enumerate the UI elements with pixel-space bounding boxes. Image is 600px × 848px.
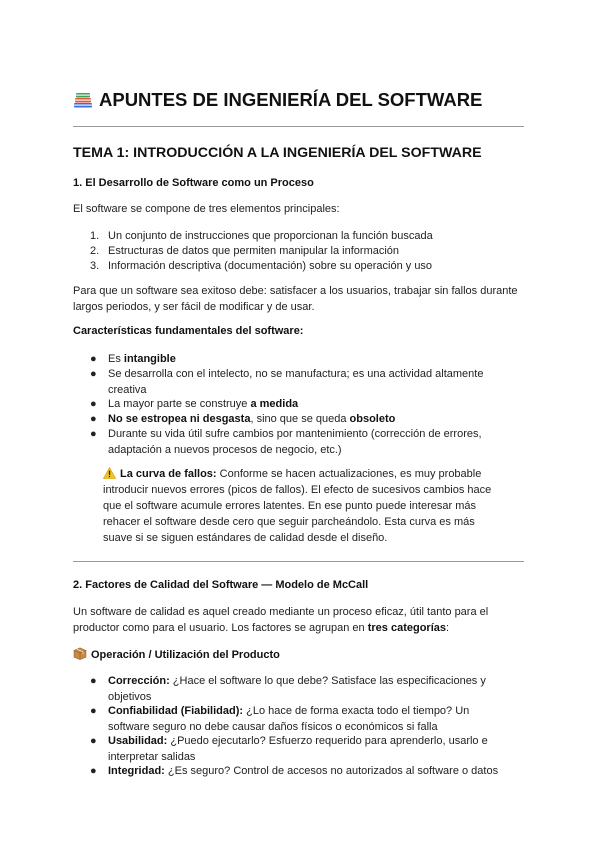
document-title-text: APUNTES DE INGENIERÍA DEL SOFTWARE — [99, 89, 483, 110]
tema-heading: TEMA 1: INTRODUCCIÓN A LA INGENIERÍA DEL SOFTWARE — [73, 145, 482, 161]
section2-intro: Un software de calidad es aquel creado mediante un proceso eficaz, útil tanto para el productor como para el usuario. Los factores se agrupan en tres categorías: — [73, 606, 489, 634]
note-text: Conforme se hacen actualizaciones, es muy probable introducir nuevos errores (picos de fallos). El efecto de sucesivos cambios hace que el software acumule errores latentes. En ese punto puede interesar más rehacer el software desde cero que seguir parcheándolo. Esta curva es más suave si se siguen estándares de calidad desde el diseño. — [103, 468, 492, 544]
features-heading: Características fundamentales del software: — [73, 325, 304, 337]
failure-curve-note — [103, 466, 503, 546]
package-icon — [73, 647, 87, 660]
books-icon — [73, 89, 93, 109]
divider — [73, 561, 524, 562]
success-paragraph: Para que un software sea exitoso debe: satisfacer a los usuarios, trabajar sin fallos durante largos periodos, y ser fácil de modificar y de usar. — [73, 285, 518, 313]
divider — [73, 126, 524, 127]
section1-heading: 1. El Desarrollo de Software como un Proceso — [73, 177, 314, 189]
document-page: APUNTES DE INGENIERÍA DEL SOFTWARE TEMA 1: INTRODUCCIÓN A LA INGENIERÍA DEL SOFTWARE 1. El Desarrollo de Software como un Proceso El software se compone de tres elementos principales: 1. Un conjunto de instrucciones que proporcionan la función buscada 2. Estructuras de datos que permiten manipular la información 3. Información descriptiva (documentación) sobre su operación y uso Para que un software sea exitoso debe: satisfacer a los usuarios, trabajar sin fallos durante largos periodos, y ser fácil de modificar y de usar. Características fundamentales del software: ● Es intangible ● Se desarrolla con el intelecto, no se manufactura; es una actividad altamente creativa ● La mayor parte se construye a medida ● No se estropea ni desgasta, sino que se queda obsoleto ● Durante su vida útil sufre cambios por mantenimiento (corrección de errores, adaptación a nuevos procesos de negocio, etc.) La curva de fallos: Conforme se hacen actualizaciones, es muy probable introducir nuevos errores (picos de fallos). El efecto de sucesivos cambios hace que el software acumule errores latentes. En ese punto puede interesar más rehacer el software desde cero que seguir parcheándolo. Esta curva es más suave si se siguen estándares de calidad desde el diseño. 2. Factores de Calidad del Software — Modelo de McCall Un software de calidad es aquel creado mediante un proceso eficaz, útil tanto para el productor como para el usuario. Los factores se agrupan en tres categorías: Operación / Utilización del Producto ● Corrección: ¿Hace el software lo que debe? Satisface las especificaciones y objetivos ● Confiabilidad (Fiabilidad): ¿Lo hace de forma exacta todo el tiempo? Un software seguro no debe causar daños físicos o económicos si falla ● Usabilidad: ¿Puedo ejecutarlo? Esfuerzo requerido para aprenderlo, usarlo e interpretar salidas ● Integridad: ¿Es seguro? Control de accesos no autorizados al software o datos — [0, 0, 600, 848]
warning-icon — [103, 467, 116, 479]
operation-category-heading: Operación / Utilización del Producto — [73, 647, 280, 661]
section2-heading: 2. Factores de Calidad del Software — Modelo de McCall — [73, 579, 369, 591]
note-label: La curva de fallos: — [120, 468, 217, 480]
section1-intro: El software se compone de tres elementos principales: — [73, 203, 340, 215]
document-title — [73, 89, 482, 111]
